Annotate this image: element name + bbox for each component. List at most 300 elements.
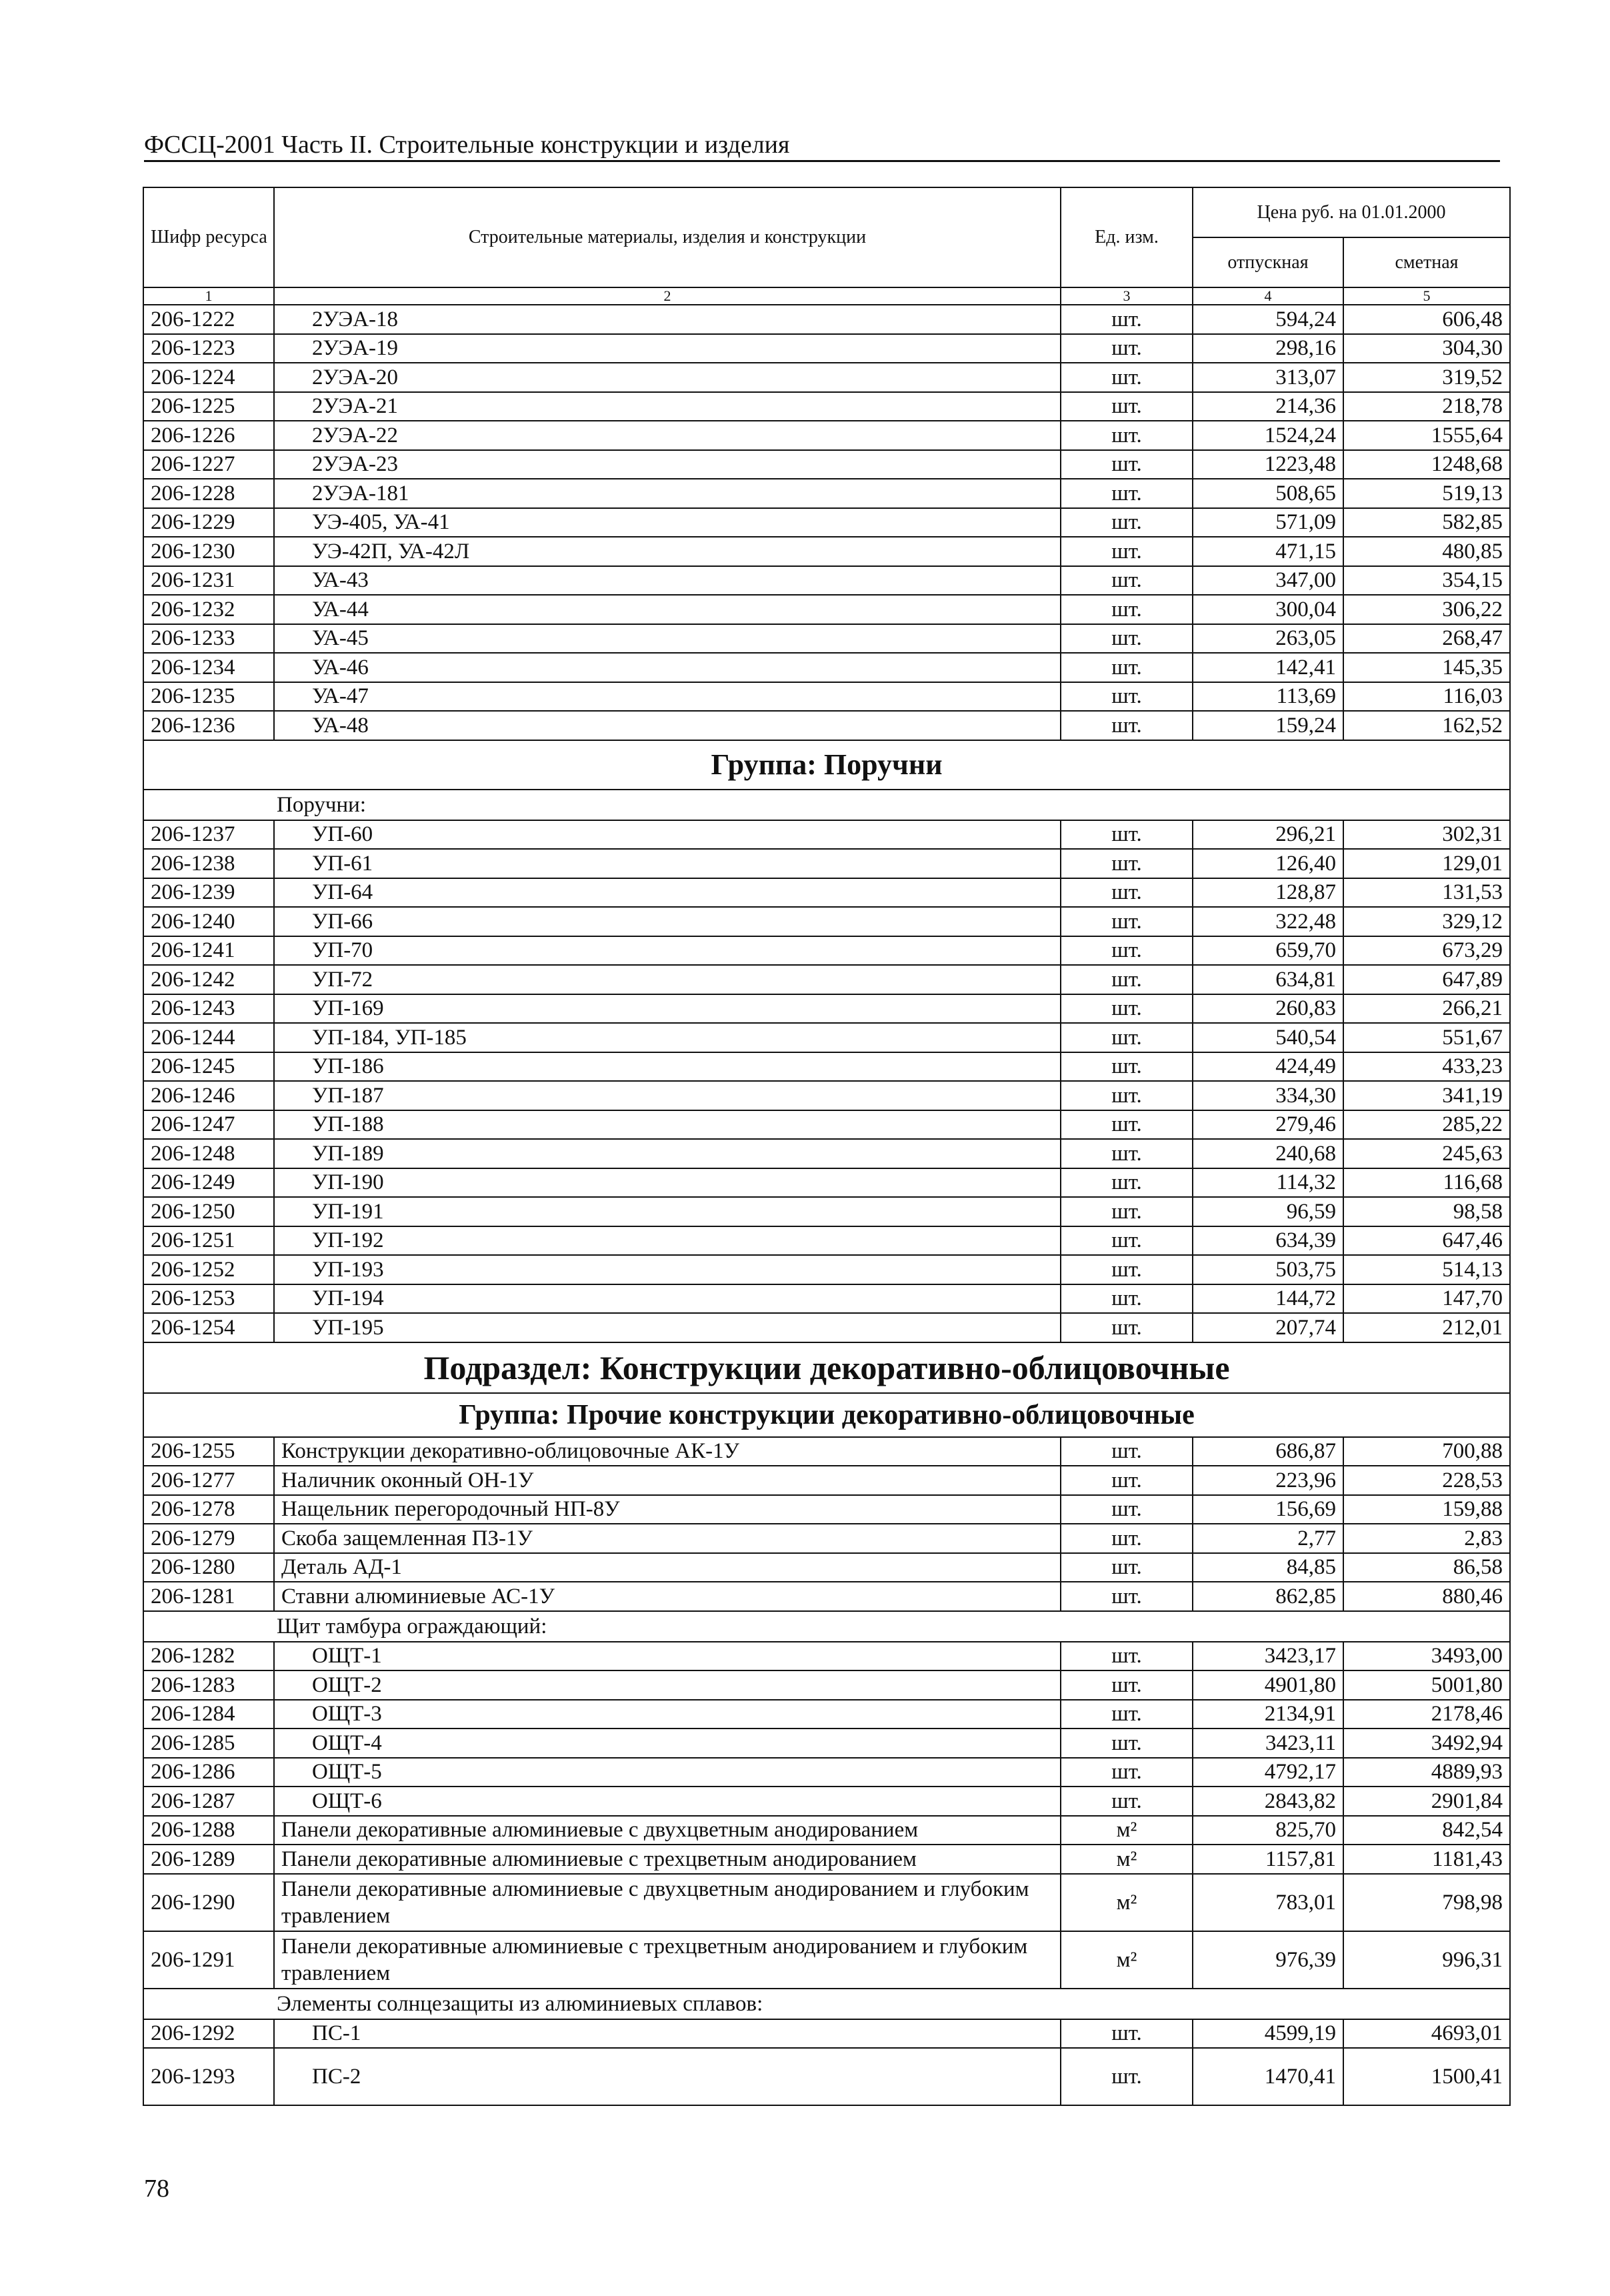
resource-code: 206-1232 (143, 595, 274, 624)
resource-code: 206-1225 (143, 392, 274, 421)
table-row (143, 479, 1510, 508)
estimate-price: 218,78 (1343, 392, 1510, 421)
table-row (143, 1052, 1510, 1082)
column-number: 4 (1193, 287, 1343, 305)
table-row (143, 392, 1510, 421)
material-name: ПС-2 (274, 2048, 1061, 2105)
material-name: ОЩТ-3 (274, 1700, 1061, 1729)
resource-code: 206-1244 (143, 1023, 274, 1052)
material-name: 2УЭА-19 (274, 334, 1061, 363)
release-price: 114,32 (1193, 1168, 1343, 1198)
label-spacer (143, 790, 274, 820)
release-price: 3423,17 (1193, 1642, 1343, 1671)
header-price-group: Цена руб. на 01.01.2000 (1193, 187, 1510, 237)
resource-code: 206-1226 (143, 421, 274, 450)
table-row (143, 1931, 1510, 1989)
estimate-price: 145,35 (1343, 653, 1510, 682)
table-row (143, 820, 1510, 850)
release-price: 263,05 (1193, 624, 1343, 654)
resource-code: 206-1243 (143, 994, 274, 1024)
resource-code: 206-1252 (143, 1255, 274, 1284)
resource-code: 206-1246 (143, 1081, 274, 1110)
material-name: УП-66 (274, 907, 1061, 936)
table-row (143, 682, 1510, 712)
table-row (143, 2019, 1510, 2049)
column-number: 2 (274, 287, 1061, 305)
estimate-price: 1500,41 (1343, 2048, 1510, 2105)
table-row (143, 421, 1510, 450)
estimate-price: 285,22 (1343, 1110, 1510, 1140)
resource-code: 206-1286 (143, 1758, 274, 1787)
release-price: 976,39 (1193, 1931, 1343, 1989)
release-price: 659,70 (1193, 936, 1343, 966)
estimate-price: 86,58 (1343, 1553, 1510, 1582)
release-price: 144,72 (1193, 1284, 1343, 1314)
label-spacer (143, 1611, 274, 1642)
unit-of-measure: шт. (1061, 1110, 1193, 1140)
unit-of-measure: шт. (1061, 820, 1193, 850)
table-row (143, 1437, 1510, 1466)
release-price: 508,65 (1193, 479, 1343, 508)
material-name: Деталь АД-1 (274, 1553, 1061, 1582)
subgroup-label-row (143, 1989, 1510, 2019)
material-name: Конструкции декоративно-облицовочные АК-1У (274, 1437, 1061, 1466)
table-row (143, 1255, 1510, 1284)
table-row (143, 1226, 1510, 1256)
resource-code: 206-1277 (143, 1466, 274, 1495)
estimate-price: 480,85 (1343, 537, 1510, 566)
release-price: 300,04 (1193, 595, 1343, 624)
subgroup-label: Элементы солнцезащиты из алюминиевых сплавов: (274, 1989, 1510, 2019)
estimate-price: 212,01 (1343, 1313, 1510, 1342)
unit-of-measure: м² (1061, 1931, 1193, 1989)
estimate-price: 647,46 (1343, 1226, 1510, 1256)
unit-of-measure: шт. (1061, 2019, 1193, 2049)
release-price: 84,85 (1193, 1553, 1343, 1582)
estimate-price: 3492,94 (1343, 1729, 1510, 1758)
material-name: УЭ-42П, УА-42Л (274, 537, 1061, 566)
resource-code: 206-1255 (143, 1437, 274, 1466)
table-row (143, 537, 1510, 566)
resource-code: 206-1280 (143, 1553, 274, 1582)
resource-code: 206-1231 (143, 566, 274, 596)
unit-of-measure: шт. (1061, 1758, 1193, 1787)
unit-of-measure: шт. (1061, 1023, 1193, 1052)
release-price: 783,01 (1193, 1874, 1343, 1931)
release-price: 142,41 (1193, 653, 1343, 682)
resource-code: 206-1290 (143, 1874, 274, 1931)
column-number: 5 (1343, 287, 1510, 305)
table-row (143, 1787, 1510, 1816)
unit-of-measure: шт. (1061, 1553, 1193, 1582)
resource-code: 206-1279 (143, 1524, 274, 1553)
subgroup-label: Поручни: (274, 790, 1510, 820)
resource-code: 206-1236 (143, 711, 274, 740)
material-name: Нащельник перегородочный НП-8У (274, 1495, 1061, 1524)
release-price: 223,96 (1193, 1466, 1343, 1495)
estimate-price: 4889,93 (1343, 1758, 1510, 1787)
release-price: 156,69 (1193, 1495, 1343, 1524)
unit-of-measure: шт. (1061, 1139, 1193, 1168)
table-row (143, 1700, 1510, 1729)
header-unit: Ед. изм. (1061, 187, 1193, 287)
resource-code: 206-1223 (143, 334, 274, 363)
unit-of-measure: шт. (1061, 1168, 1193, 1198)
table-row (143, 2048, 1510, 2105)
release-price: 634,81 (1193, 965, 1343, 994)
release-price: 240,68 (1193, 1139, 1343, 1168)
release-price: 1223,48 (1193, 450, 1343, 479)
release-price: 503,75 (1193, 1255, 1343, 1284)
estimate-price: 131,53 (1343, 878, 1510, 908)
release-price: 540,54 (1193, 1023, 1343, 1052)
resource-code: 206-1240 (143, 907, 274, 936)
unit-of-measure: шт. (1061, 392, 1193, 421)
material-name: 2УЭА-22 (274, 421, 1061, 450)
material-name: УП-64 (274, 878, 1061, 908)
unit-of-measure: шт. (1061, 1787, 1193, 1816)
unit-of-measure: шт. (1061, 1052, 1193, 1082)
unit-of-measure: шт. (1061, 1197, 1193, 1226)
unit-of-measure: шт. (1061, 1700, 1193, 1729)
material-name: УЭ-405, УА-41 (274, 508, 1061, 537)
estimate-price: 354,15 (1343, 566, 1510, 596)
release-price: 113,69 (1193, 682, 1343, 712)
estimate-price: 647,89 (1343, 965, 1510, 994)
resource-code: 206-1238 (143, 849, 274, 878)
release-price: 128,87 (1193, 878, 1343, 908)
release-price: 2843,82 (1193, 1787, 1343, 1816)
unit-of-measure: шт. (1061, 1437, 1193, 1466)
resource-code: 206-1285 (143, 1729, 274, 1758)
estimate-price: 302,31 (1343, 820, 1510, 850)
resource-code: 206-1241 (143, 936, 274, 966)
material-name: УП-195 (274, 1313, 1061, 1342)
table-row (143, 363, 1510, 392)
estimate-price: 98,58 (1343, 1197, 1510, 1226)
table-row (143, 305, 1510, 334)
release-price: 2,77 (1193, 1524, 1343, 1553)
material-name: ОЩТ-5 (274, 1758, 1061, 1787)
resource-code: 206-1229 (143, 508, 274, 537)
table-row (143, 1816, 1510, 1845)
resource-code: 206-1228 (143, 479, 274, 508)
table-row (143, 1845, 1510, 1874)
material-name: ОЩТ-2 (274, 1670, 1061, 1700)
estimate-price: 996,31 (1343, 1931, 1510, 1989)
release-price: 471,15 (1193, 537, 1343, 566)
unit-of-measure: шт. (1061, 479, 1193, 508)
unit-of-measure: м² (1061, 1845, 1193, 1874)
estimate-price: 341,19 (1343, 1081, 1510, 1110)
unit-of-measure: шт. (1061, 1313, 1193, 1342)
estimate-price: 116,68 (1343, 1168, 1510, 1198)
release-price: 298,16 (1193, 334, 1343, 363)
release-price: 3423,11 (1193, 1729, 1343, 1758)
release-price: 159,24 (1193, 711, 1343, 740)
table-row (143, 1758, 1510, 1787)
estimate-price: 304,30 (1343, 334, 1510, 363)
estimate-price: 433,23 (1343, 1052, 1510, 1082)
material-name: 2УЭА-181 (274, 479, 1061, 508)
unit-of-measure: шт. (1061, 1642, 1193, 1671)
material-name: УП-192 (274, 1226, 1061, 1256)
resource-code: 206-1247 (143, 1110, 274, 1140)
table-row (143, 1023, 1510, 1052)
release-price: 571,09 (1193, 508, 1343, 537)
resource-code: 206-1230 (143, 537, 274, 566)
release-price: 4792,17 (1193, 1758, 1343, 1787)
table-row (143, 624, 1510, 654)
material-name: УА-48 (274, 711, 1061, 740)
page-number: 78 (144, 2175, 169, 2203)
resource-code: 206-1233 (143, 624, 274, 654)
material-name: Панели декоративные алюминиевые с трехцветным анодированием и глубоким травлением (274, 1931, 1061, 1989)
release-price: 424,49 (1193, 1052, 1343, 1082)
release-price: 4599,19 (1193, 2019, 1343, 2049)
estimate-price: 673,29 (1343, 936, 1510, 966)
unit-of-measure: шт. (1061, 653, 1193, 682)
table-row (143, 1110, 1510, 1140)
unit-of-measure: шт. (1061, 421, 1193, 450)
unit-of-measure: шт. (1061, 1582, 1193, 1611)
estimate-price: 551,67 (1343, 1023, 1510, 1052)
subgroup-label: Щит тамбура ограждающий: (274, 1611, 1510, 1642)
table-row (143, 334, 1510, 363)
unit-of-measure: шт. (1061, 1729, 1193, 1758)
estimate-price: 147,70 (1343, 1284, 1510, 1314)
unit-of-measure: шт. (1061, 363, 1193, 392)
material-name: УП-70 (274, 936, 1061, 966)
unit-of-measure: шт. (1061, 1255, 1193, 1284)
estimate-price: 5001,80 (1343, 1670, 1510, 1700)
material-name: УА-46 (274, 653, 1061, 682)
table-row (143, 566, 1510, 596)
estimate-price: 3493,00 (1343, 1642, 1510, 1671)
table-row (143, 1642, 1510, 1671)
estimate-price: 2,83 (1343, 1524, 1510, 1553)
resource-code: 206-1248 (143, 1139, 274, 1168)
estimate-price: 1248,68 (1343, 450, 1510, 479)
material-name: УП-169 (274, 994, 1061, 1024)
subgroup-label-row (143, 790, 1510, 820)
header-code: Шифр ресурса (143, 187, 274, 287)
material-name: УА-43 (274, 566, 1061, 596)
estimate-price: 266,21 (1343, 994, 1510, 1024)
material-name: УП-194 (274, 1284, 1061, 1314)
estimate-price: 582,85 (1343, 508, 1510, 537)
unit-of-measure: шт. (1061, 566, 1193, 596)
release-price: 334,30 (1193, 1081, 1343, 1110)
table-row (143, 965, 1510, 994)
material-name: Панели декоративные алюминиевые с двухцветным анодированием и глубоким травлением (274, 1874, 1061, 1931)
material-name: 2УЭА-23 (274, 450, 1061, 479)
table-row (143, 1495, 1510, 1524)
material-name: УП-72 (274, 965, 1061, 994)
release-price: 862,85 (1193, 1582, 1343, 1611)
unit-of-measure: шт. (1061, 1081, 1193, 1110)
material-name: Панели декоративные алюминиевые с трехцветным анодированием (274, 1845, 1061, 1874)
release-price: 296,21 (1193, 820, 1343, 850)
subsection-heading-row (143, 1342, 1510, 1393)
resource-code: 206-1292 (143, 2019, 274, 2049)
release-price: 260,83 (1193, 994, 1343, 1024)
subgroup-label-row (143, 1611, 1510, 1642)
release-price: 279,46 (1193, 1110, 1343, 1140)
table-row (143, 711, 1510, 740)
resource-code: 206-1284 (143, 1700, 274, 1729)
resource-code: 206-1283 (143, 1670, 274, 1700)
unit-of-measure: м² (1061, 1816, 1193, 1845)
unit-of-measure: шт. (1061, 508, 1193, 537)
material-name: Наличник оконный ОН-1У (274, 1466, 1061, 1495)
material-name: 2УЭА-18 (274, 305, 1061, 334)
estimate-price: 700,88 (1343, 1437, 1510, 1466)
table-row (143, 1670, 1510, 1700)
estimate-price: 319,52 (1343, 363, 1510, 392)
estimate-price: 606,48 (1343, 305, 1510, 334)
table-row (143, 907, 1510, 936)
group-heading-row (143, 1393, 1510, 1437)
release-price: 1157,81 (1193, 1845, 1343, 1874)
table-row (143, 1168, 1510, 1198)
table-header-row (143, 187, 1510, 237)
table-row (143, 508, 1510, 537)
table-row (143, 1466, 1510, 1495)
group-heading-row (143, 740, 1510, 790)
table-row (143, 994, 1510, 1024)
table-row (143, 1729, 1510, 1758)
unit-of-measure: шт. (1061, 450, 1193, 479)
unit-of-measure: шт. (1061, 334, 1193, 363)
release-price: 4901,80 (1193, 1670, 1343, 1700)
estimate-price: 1181,43 (1343, 1845, 1510, 1874)
estimate-price: 268,47 (1343, 624, 1510, 654)
estimate-price: 116,03 (1343, 682, 1510, 712)
unit-of-measure: шт. (1061, 965, 1193, 994)
release-price: 1524,24 (1193, 421, 1343, 450)
table-row (143, 936, 1510, 966)
table-row (143, 1313, 1510, 1342)
material-name: УП-187 (274, 1081, 1061, 1110)
resource-code: 206-1227 (143, 450, 274, 479)
material-name: УА-45 (274, 624, 1061, 654)
table-row (143, 849, 1510, 878)
unit-of-measure: шт. (1061, 936, 1193, 966)
material-name: Панели декоративные алюминиевые с двухцветным анодированием (274, 1816, 1061, 1845)
material-name: УП-184, УП-185 (274, 1023, 1061, 1052)
subsection-heading: Подраздел: Конструкции декоративно-облицовочные (143, 1342, 1510, 1393)
material-name: УП-193 (274, 1255, 1061, 1284)
group-heading: Группа: Прочие конструкции декоративно-облицовочные (143, 1393, 1510, 1437)
unit-of-measure: шт. (1061, 994, 1193, 1024)
column-number: 1 (143, 287, 274, 305)
estimate-price: 329,12 (1343, 907, 1510, 936)
release-price: 825,70 (1193, 1816, 1343, 1845)
material-name: УА-44 (274, 595, 1061, 624)
material-name: УП-191 (274, 1197, 1061, 1226)
estimate-price: 880,46 (1343, 1582, 1510, 1611)
resource-code: 206-1289 (143, 1845, 274, 1874)
material-name: ОЩТ-4 (274, 1729, 1061, 1758)
table-row (143, 1582, 1510, 1611)
release-price: 686,87 (1193, 1437, 1343, 1466)
release-price: 126,40 (1193, 849, 1343, 878)
column-number-row (143, 287, 1510, 305)
estimate-price: 842,54 (1343, 1816, 1510, 1845)
table-row (143, 1874, 1510, 1931)
resource-code: 206-1249 (143, 1168, 274, 1198)
resource-code: 206-1224 (143, 363, 274, 392)
material-name: УП-188 (274, 1110, 1061, 1140)
resource-code: 206-1239 (143, 878, 274, 908)
page-header: ФССЦ-2001 Часть II. Строительные конструкции и изделия (144, 131, 1500, 162)
unit-of-measure: шт. (1061, 624, 1193, 654)
table-row (143, 1197, 1510, 1226)
release-price: 214,36 (1193, 392, 1343, 421)
material-name: Скоба защемленная ПЗ-1У (274, 1524, 1061, 1553)
unit-of-measure: шт. (1061, 849, 1193, 878)
material-name: УП-190 (274, 1168, 1061, 1198)
price-table (143, 187, 1511, 2106)
material-name: УА-47 (274, 682, 1061, 712)
unit-of-measure: шт. (1061, 907, 1193, 936)
group-heading: Группа: Поручни (143, 740, 1510, 790)
material-name: УП-189 (274, 1139, 1061, 1168)
estimate-price: 1555,64 (1343, 421, 1510, 450)
unit-of-measure: шт. (1061, 2048, 1193, 2105)
material-name: УП-61 (274, 849, 1061, 878)
release-price: 347,00 (1193, 566, 1343, 596)
resource-code: 206-1237 (143, 820, 274, 850)
unit-of-measure: шт. (1061, 1524, 1193, 1553)
resource-code: 206-1287 (143, 1787, 274, 1816)
estimate-price: 2178,46 (1343, 1700, 1510, 1729)
table-row (143, 595, 1510, 624)
table-row (143, 653, 1510, 682)
estimate-price: 162,52 (1343, 711, 1510, 740)
estimate-price: 228,53 (1343, 1466, 1510, 1495)
resource-code: 206-1278 (143, 1495, 274, 1524)
unit-of-measure: шт. (1061, 1284, 1193, 1314)
resource-code: 206-1245 (143, 1052, 274, 1082)
release-price: 96,59 (1193, 1197, 1343, 1226)
unit-of-measure: шт. (1061, 1466, 1193, 1495)
table-row (143, 450, 1510, 479)
estimate-price: 2901,84 (1343, 1787, 1510, 1816)
material-name: УП-60 (274, 820, 1061, 850)
release-price: 634,39 (1193, 1226, 1343, 1256)
estimate-price: 245,63 (1343, 1139, 1510, 1168)
resource-code: 206-1250 (143, 1197, 274, 1226)
resource-code: 206-1281 (143, 1582, 274, 1611)
header-estimate: сметная (1343, 237, 1510, 287)
resource-code: 206-1234 (143, 653, 274, 682)
estimate-price: 514,13 (1343, 1255, 1510, 1284)
unit-of-measure: шт. (1061, 711, 1193, 740)
resource-code: 206-1235 (143, 682, 274, 712)
estimate-price: 4693,01 (1343, 2019, 1510, 2049)
material-name: ОЩТ-1 (274, 1642, 1061, 1671)
table-row (143, 1139, 1510, 1168)
release-price: 594,24 (1193, 305, 1343, 334)
resource-code: 206-1282 (143, 1642, 274, 1671)
resource-code: 206-1288 (143, 1816, 274, 1845)
unit-of-measure: шт. (1061, 595, 1193, 624)
material-name: УП-186 (274, 1052, 1061, 1082)
unit-of-measure: шт. (1061, 1495, 1193, 1524)
table-row (143, 1081, 1510, 1110)
